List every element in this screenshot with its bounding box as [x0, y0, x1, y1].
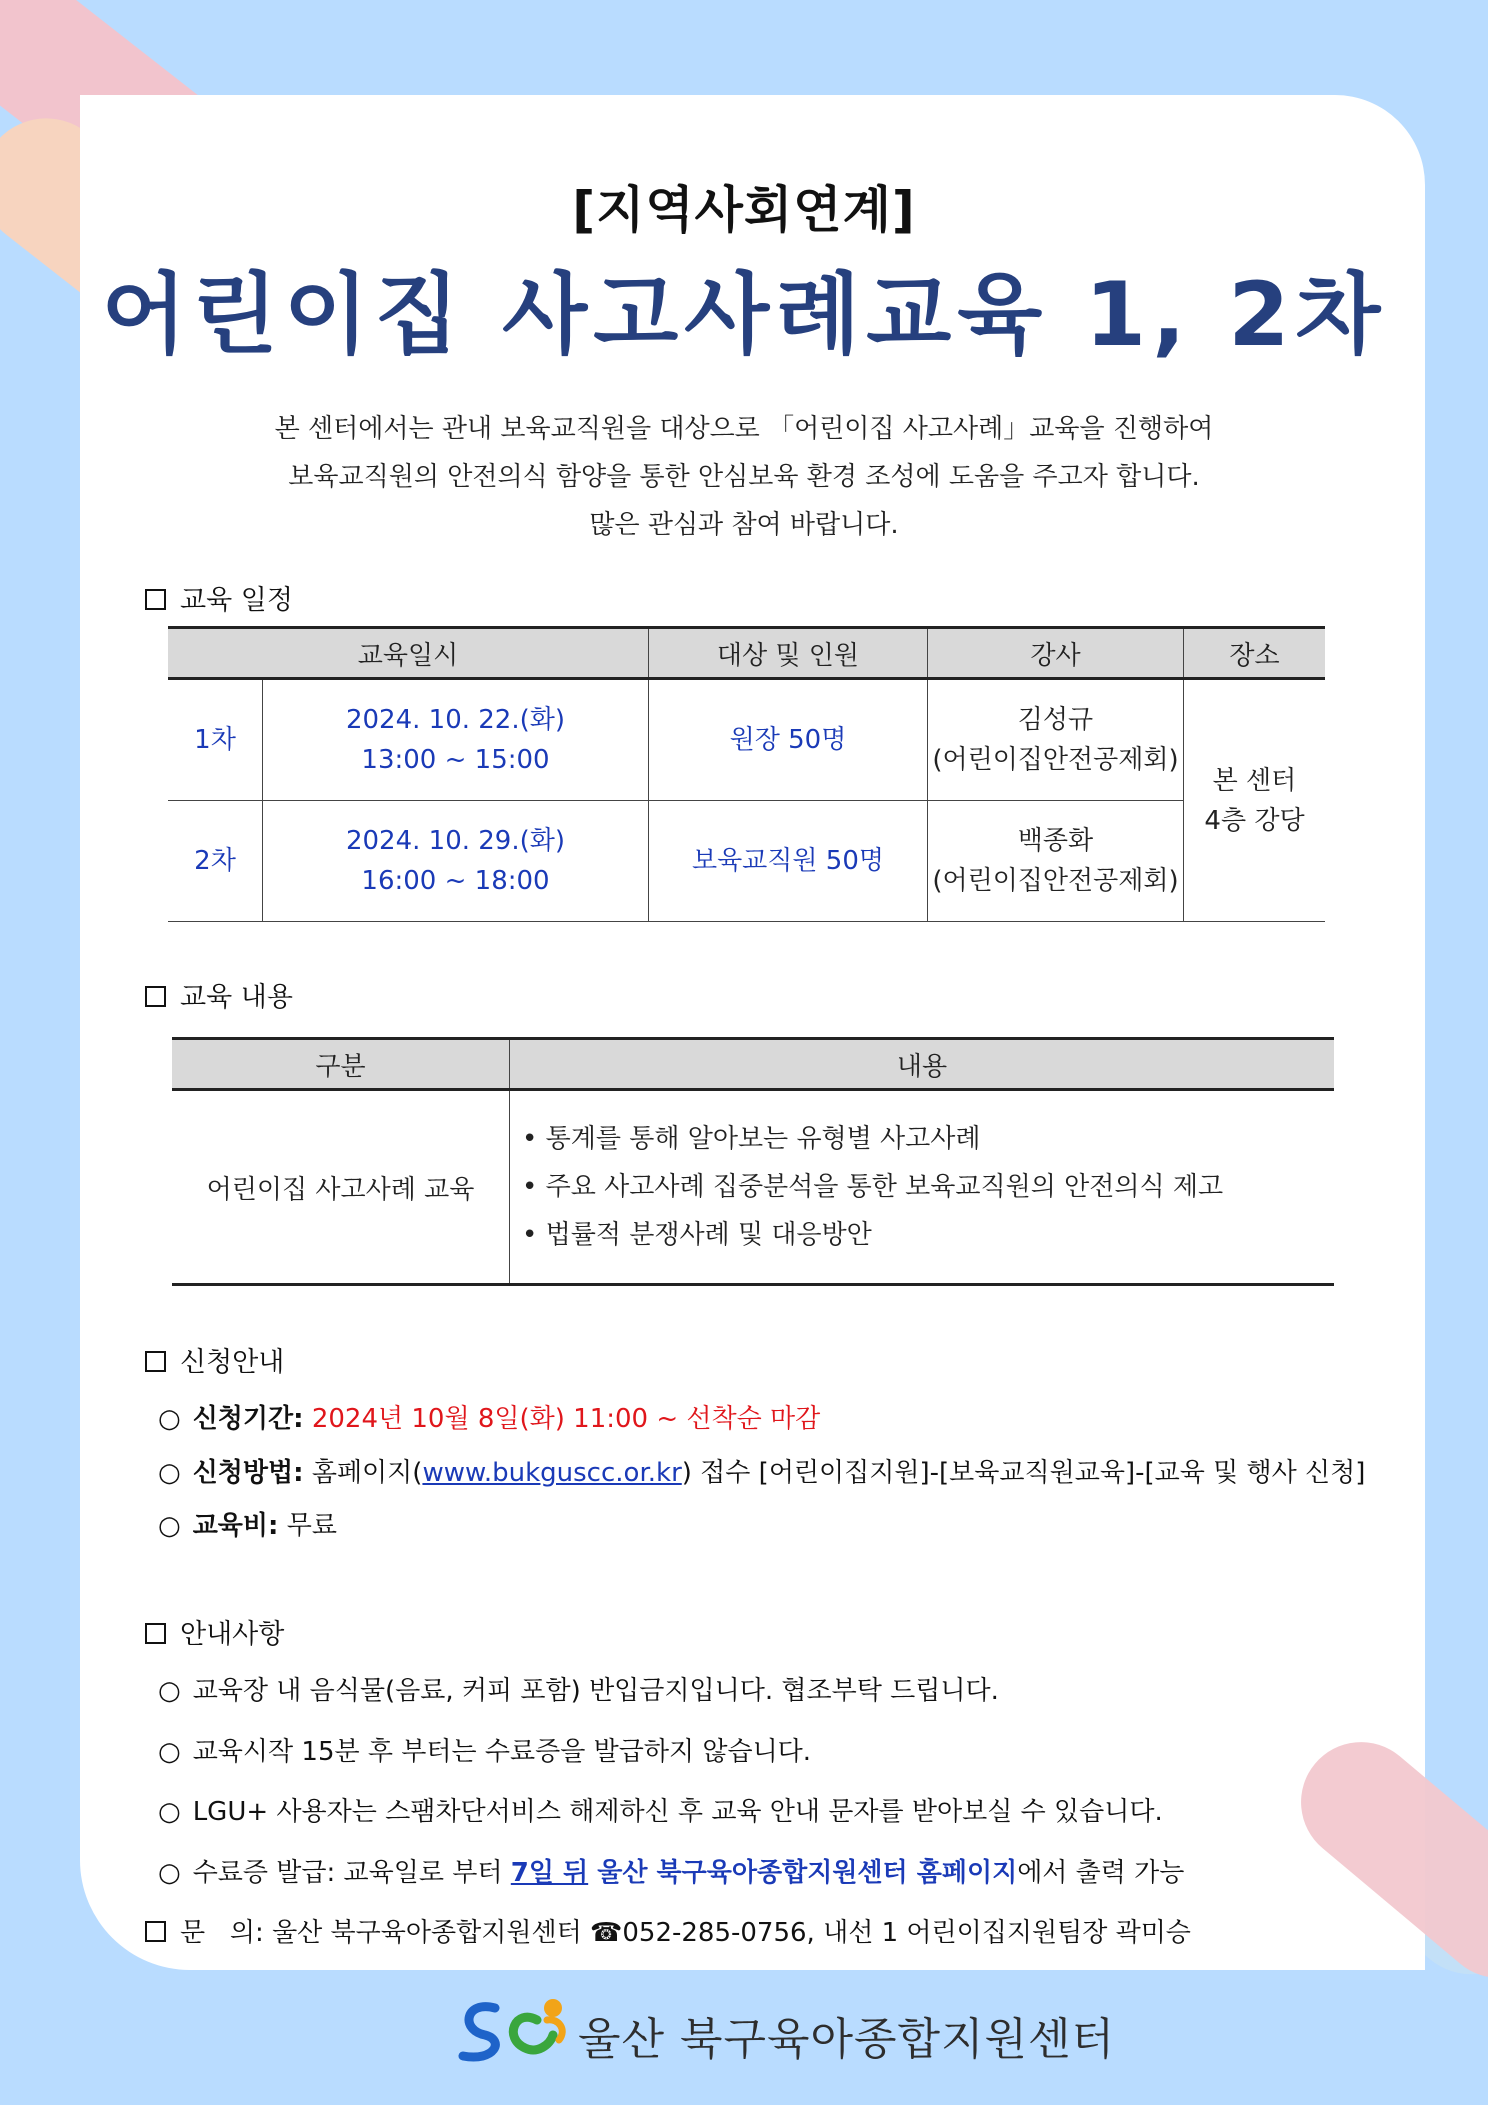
table-header: 구분	[172, 1039, 510, 1090]
schedule-table	[168, 626, 1325, 922]
section-heading: 교육 일정	[180, 585, 293, 616]
section-notices	[145, 1612, 284, 1651]
circle-bullet-icon: ○	[158, 1797, 181, 1827]
instructor-name: 백종화	[1017, 826, 1094, 856]
section-content	[145, 975, 293, 1014]
table-header: 교육일시	[168, 628, 648, 679]
notice-item	[158, 1670, 999, 1707]
page-subtitle: [지역사회연계]	[572, 181, 916, 239]
fee-label: 교육비:	[192, 1511, 279, 1541]
target-cell: 원장 50명	[648, 679, 927, 801]
circle-bullet-icon: ○	[158, 1404, 181, 1434]
cert-days-link[interactable]: 7일 뒤	[510, 1858, 589, 1888]
content-item: • 법률적 분쟁사례 및 대응방안	[522, 1220, 872, 1250]
method-label: 신청방법:	[192, 1458, 304, 1488]
instructor-cell	[927, 801, 1183, 922]
datetime-cell	[263, 679, 649, 801]
inquiry-label: 문 의:	[180, 1918, 264, 1948]
round-cell: 2차	[168, 801, 263, 922]
fee-value: 무료	[286, 1511, 337, 1541]
notice-item	[158, 1731, 811, 1768]
instructor-org: (어린이집안전공제회)	[932, 745, 1179, 775]
intro-line: 많은 관심과 참여 바랍니다.	[589, 510, 899, 540]
page-title: 어린이집 사고사례교육 1, 2차	[101, 263, 1387, 366]
content-cell	[510, 1090, 1335, 1285]
place-line: 본 센터	[1212, 765, 1297, 796]
period-label: 신청기간:	[192, 1404, 304, 1434]
table-row	[168, 801, 1325, 922]
intro-text	[0, 405, 1488, 549]
circle-bullet-icon: ○	[158, 1511, 181, 1541]
cert-homepage: 울산 북구육아종합지원센터 홈페이지	[588, 1858, 1018, 1888]
section-schedule	[145, 578, 293, 617]
center-logo-icon	[455, 1990, 575, 2070]
date-text: 2024. 10. 22.(화)	[345, 705, 566, 735]
checkbox-square-icon	[145, 1921, 166, 1942]
time-text: 13:00 ~ 15:00	[361, 745, 550, 775]
date-text: 2024. 10. 29.(화)	[345, 826, 566, 856]
circle-bullet-icon: ○	[158, 1458, 181, 1488]
table-header: 강사	[927, 628, 1183, 679]
cert-pre: 수료증 발급: 교육일로 부터	[192, 1858, 511, 1888]
application-method	[158, 1452, 1365, 1489]
table-row	[168, 679, 1325, 801]
intro-line: 본 센터에서는 관내 보육교직원을 대상으로 「어린이집 사고사례」교육을 진행하여	[274, 414, 1214, 444]
instructor-name: 김성규	[1017, 705, 1094, 735]
datetime-cell	[263, 801, 649, 922]
notice-item	[158, 1791, 1163, 1828]
application-period	[158, 1398, 820, 1435]
checkbox-square-icon	[145, 1623, 166, 1644]
checkbox-square-icon	[145, 1351, 166, 1372]
section-application	[145, 1340, 284, 1379]
section-heading: 교육 내용	[180, 982, 293, 1013]
instructor-org: (어린이집안전공제회)	[932, 866, 1179, 896]
place-cell	[1183, 679, 1325, 922]
method-pre: 홈페이지(	[311, 1458, 423, 1488]
target-cell: 보육교직원 50명	[648, 801, 927, 922]
checkbox-square-icon	[145, 589, 166, 610]
section-heading: 신청안내	[180, 1347, 285, 1378]
cert-post: 에서 출력 가능	[1017, 1858, 1185, 1888]
table-row	[172, 1090, 1334, 1285]
center-logo-text: 울산 북구육아종합지원센터	[578, 2014, 1116, 2065]
circle-bullet-icon: ○	[158, 1858, 181, 1888]
time-text: 16:00 ~ 18:00	[361, 866, 550, 896]
content-table	[172, 1037, 1334, 1286]
table-header: 대상 및 인원	[648, 628, 927, 679]
notice-text: 교육시작 15분 후 부터는 수료증을 발급하지 않습니다.	[192, 1737, 812, 1767]
circle-bullet-icon: ○	[158, 1737, 181, 1767]
circle-bullet-icon: ○	[158, 1676, 181, 1706]
category-cell: 어린이집 사고사례 교육	[172, 1090, 510, 1285]
application-fee	[158, 1505, 337, 1542]
period-value: 2024년 10월 8일(화) 11:00 ~ 선착순 마감	[311, 1404, 821, 1434]
content-item: • 통계를 통해 알아보는 유형별 사고사례	[522, 1124, 981, 1154]
round-cell: 1차	[168, 679, 263, 801]
instructor-cell	[927, 679, 1183, 801]
notice-text: LGU+ 사용자는 스팸차단서비스 해제하신 후 교육 안내 문자를 받아보실 수 있습니다.	[192, 1797, 1163, 1827]
homepage-link[interactable]: www.bukguscc.or.kr	[422, 1458, 682, 1488]
checkbox-square-icon	[145, 986, 166, 1007]
content-item: • 주요 사고사례 집중분석을 통한 보육교직원의 안전의식 제고	[522, 1172, 1224, 1202]
place-line: 4층 강당	[1204, 805, 1305, 836]
table-header: 내용	[510, 1039, 1335, 1090]
intro-line: 보육교직원의 안전의식 함양을 통한 안심보육 환경 조성에 도움을 주고자 합니다.	[288, 462, 1200, 492]
inquiry-text: 울산 북구육아종합지원센터 ☎052-285-0756, 내선 1 어린이집지원팀장 곽미승	[272, 1918, 1191, 1948]
section-heading: 안내사항	[180, 1619, 285, 1650]
method-post: ) 접수 [어린이집지원]-[보육교직원교육]-[교육 및 행사 신청]	[681, 1458, 1366, 1488]
notice-text: 교육장 내 음식물(음료, 커피 포함) 반입금지입니다. 협조부탁 드립니다.	[192, 1676, 999, 1706]
inquiry-line	[145, 1912, 1191, 1949]
table-header: 장소	[1183, 628, 1325, 679]
notice-item	[158, 1852, 1184, 1889]
